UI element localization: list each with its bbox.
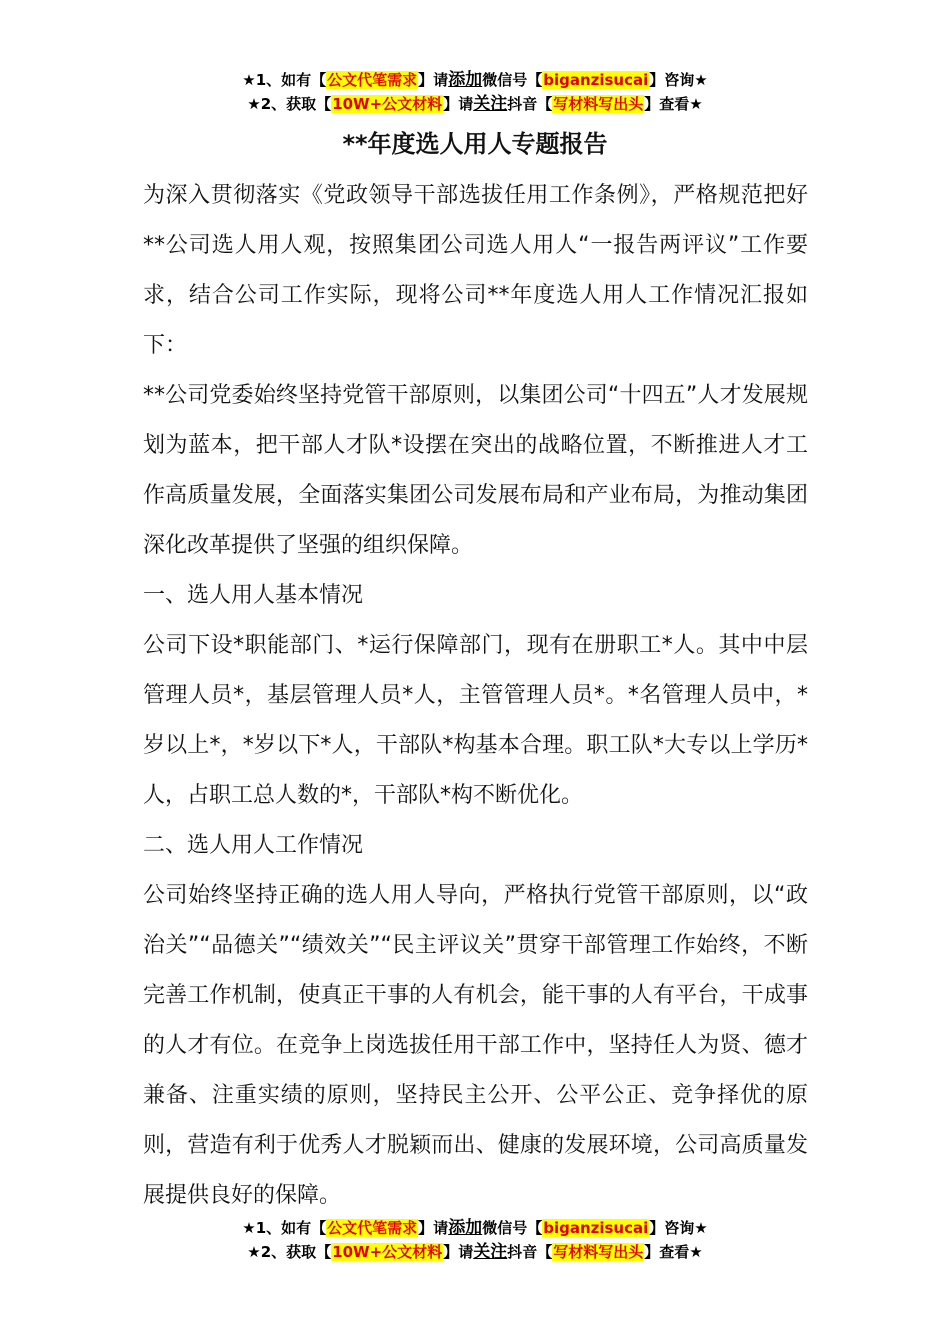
banner-highlight: 公文代笔需求 xyxy=(327,71,418,89)
banner-underline: 添加 xyxy=(448,70,483,90)
banner-text: 微信号【 xyxy=(482,71,543,89)
banner-highlight-wechat-id: biganzisucai xyxy=(543,1219,649,1237)
banner-text: ★2、获取【 xyxy=(247,1243,332,1261)
banner-text: 】请 xyxy=(418,1219,449,1237)
banner-line-1 xyxy=(0,68,950,92)
banner-text: 】请 xyxy=(418,71,449,89)
banner-line-2 xyxy=(0,1240,950,1264)
banner-text: 微信号【 xyxy=(482,1219,543,1237)
banner-text: 】请 xyxy=(443,95,474,113)
banner-highlight: 10W+公文材料 xyxy=(332,1243,443,1261)
banner-text: 】查看★ xyxy=(644,1243,703,1261)
banner-underline: 添加 xyxy=(448,1218,483,1238)
banner-text: ★1、如有【 xyxy=(242,71,327,89)
paragraph-work-situation: 公司始终坚持正确的选人用人导向，严格执行党管干部原则，以“政治关”“品德关”“绩效关”“民主评议关”贯穿干部管理工作始终，不断完善工作机制，使真正干事的人有机会，能干事的人有平台，干成事的人才有位。在竞争上岗选拔任用干部工作中，坚持任人为贤、德才兼备、注重实绩的原则，坚持民主公开、公平公正、竞争择优的原则，营造有利于优秀人才脱颖而出、健康的发展环境，公司高质量发展提供良好的保障。 xyxy=(143,883,808,1208)
banner-text: ★1、如有【 xyxy=(242,1219,327,1237)
banner-text: 】查看★ xyxy=(644,95,703,113)
paragraph-intro: 为深入贯彻落实《党政领导干部选拔任用工作条例》，严格规范把好**公司选人用人观，按照集团公司选人用人“一报告两评议”工作要求，结合公司工作实际，现将公司**年度选人用人工作情况汇报如下： xyxy=(143,183,808,358)
header-banner xyxy=(0,68,950,116)
banner-text: 】请 xyxy=(443,1243,474,1261)
banner-line-1 xyxy=(0,1216,950,1240)
banner-highlight: 公文代笔需求 xyxy=(327,1219,418,1237)
banner-highlight-wechat-id: biganzisucai xyxy=(543,71,649,89)
banner-text: 】咨询★ xyxy=(649,1219,708,1237)
banner-text: 抖音【 xyxy=(507,95,553,113)
banner-text: ★2、获取【 xyxy=(247,95,332,113)
banner-highlight-douyin-id: 写材料写出头 xyxy=(553,1243,644,1261)
paragraph-basic-situation: 公司下设*职能部门、*运行保障部门，现有在册职工*人。其中中层管理人员*，基层管理人员*人，主管管理人员*。*名管理人员中，*岁以上*，*岁以下*人，干部队*构基本合理。职工队*大专以上学历*人，占职工总人数的*，干部队*构不断优化。 xyxy=(143,633,808,808)
banner-line-2 xyxy=(0,92,950,116)
document-body xyxy=(143,171,808,1221)
paragraph-party-committee: **公司党委始终坚持党管干部原则，以集团公司“十四五”人才发展规划为蓝本，把干部人才队*设摆在突出的战略位置，不断推进人才工作高质量发展，全面落实集团公司发展布局和产业布局，为推动集团深化改革提供了坚强的组织保障。 xyxy=(143,383,808,558)
document-title: **年度选人用人专题报告 xyxy=(342,130,608,158)
banner-text: 】咨询★ xyxy=(649,71,708,89)
banner-highlight-douyin-id: 写材料写出头 xyxy=(553,95,644,113)
banner-highlight: 10W+公文材料 xyxy=(332,95,443,113)
footer-banner xyxy=(0,1216,950,1264)
section-heading-2: 二、选人用人工作情况 xyxy=(143,833,364,858)
banner-text: 抖音【 xyxy=(507,1243,553,1261)
banner-underline: 关注 xyxy=(473,1242,508,1262)
section-heading-1: 一、选人用人基本情况 xyxy=(143,583,364,608)
banner-underline: 关注 xyxy=(473,94,508,114)
